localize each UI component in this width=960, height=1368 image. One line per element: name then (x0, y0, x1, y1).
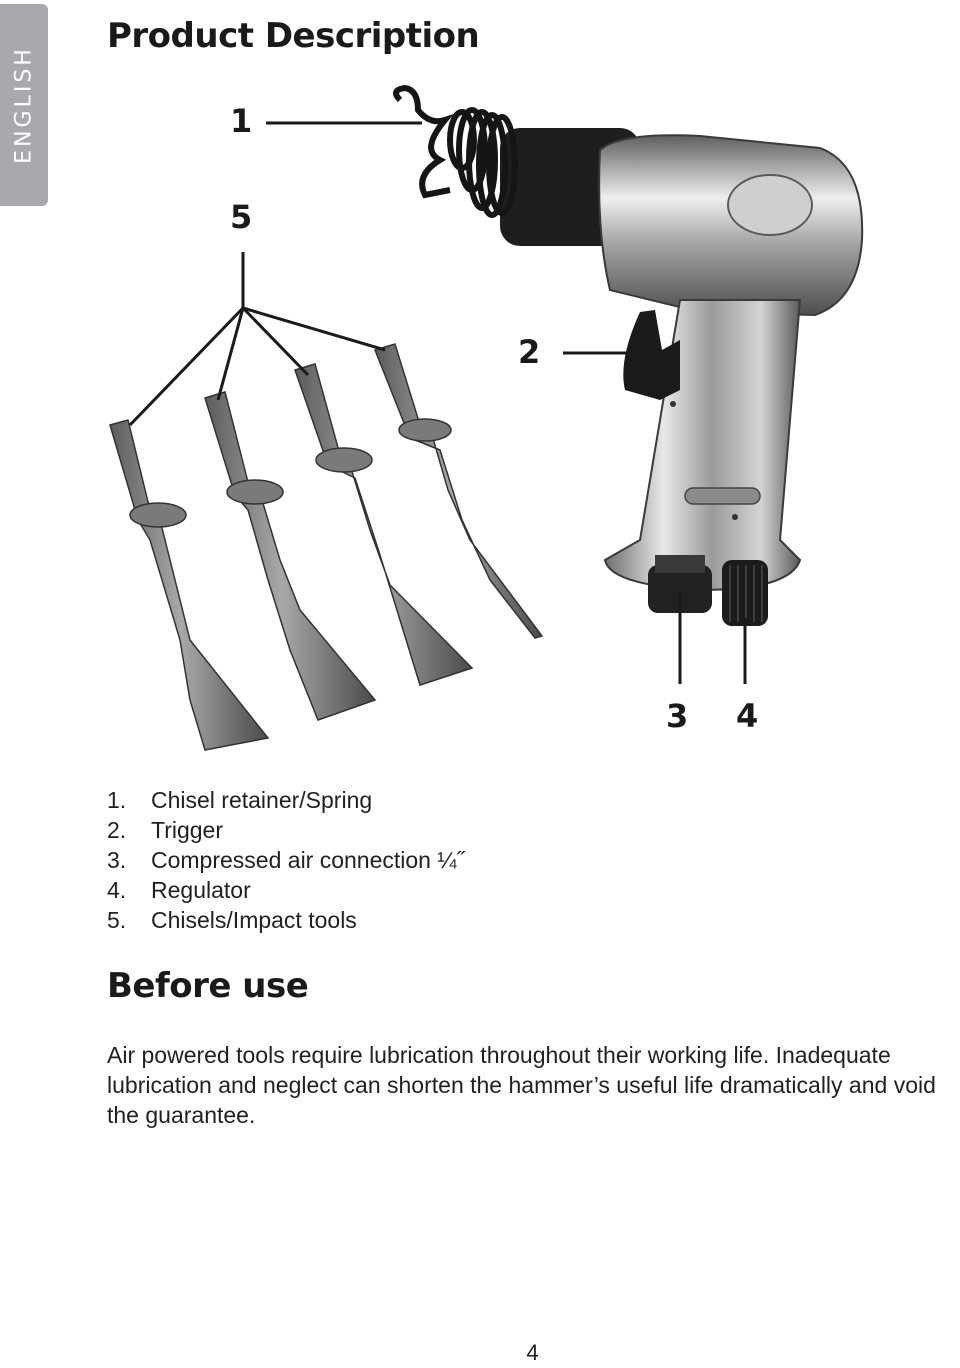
page-number: 4 (526, 1340, 539, 1365)
retainer-spring (396, 88, 515, 215)
air-hammer-illustration (0, 70, 960, 770)
list-item-number: 4. (107, 877, 127, 903)
parts-list (107, 785, 464, 935)
list-item-number: 2. (107, 817, 127, 843)
list-item-text: Chisel retainer/Spring (151, 787, 373, 813)
callout-5: 5 (230, 198, 253, 236)
list-item-number: 1. (107, 787, 127, 813)
callout-4: 4 (736, 697, 759, 735)
section-title-product-description: Product Description (107, 16, 480, 56)
list-item (107, 785, 464, 815)
list-item (107, 905, 464, 935)
chisel-2 (205, 392, 375, 720)
list-item-text: Compressed air connection ¼˝ (151, 847, 465, 873)
list-item-text: Chisels/Impact tools (151, 907, 357, 933)
list-item-text: Regulator (151, 877, 251, 903)
list-item-text: Trigger (151, 817, 223, 843)
callout-2: 2 (518, 333, 541, 371)
language-tab-label: ENGLISH (11, 46, 37, 164)
callout-1: 1 (230, 102, 253, 140)
chisel-4 (375, 344, 542, 638)
section-title-before-use: Before use (107, 966, 309, 1006)
list-item (107, 815, 464, 845)
list-item-number: 3. (107, 847, 127, 873)
list-item (107, 845, 464, 875)
hammer-body (500, 128, 862, 626)
chisel-set (110, 344, 542, 750)
before-use-paragraph: Air powered tools require lubrication throughout their working life. Inadequate lubrication and neglect can shorten the hammer’s useful life dramatically and void the guarantee. (107, 1042, 936, 1128)
callout-3: 3 (666, 697, 689, 735)
list-item (107, 875, 464, 905)
list-item-number: 5. (107, 907, 127, 933)
